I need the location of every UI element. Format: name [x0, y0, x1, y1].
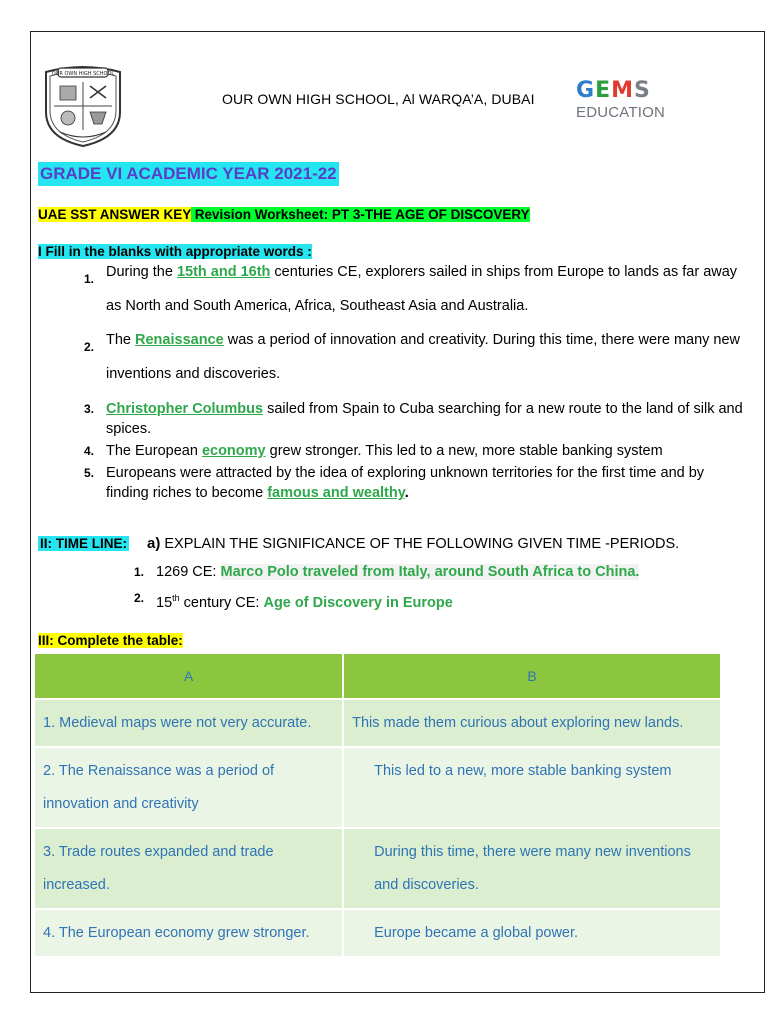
list-item: 2. The Renaissance was a period of innovation and creativity. During this time, there were many new inventions and discoveries.: [84, 332, 741, 382]
subject-line: [38, 206, 530, 224]
answer-key-label: UAE SST ANSWER KEY: [38, 207, 192, 222]
school-name: OUR OWN HIGH SCHOOL, Al WARQA’A, DUBAI: [222, 91, 535, 107]
list-item: 5. Europeans were attracted by the idea of exploring unknown territories for the first time and by finding riches to become famous and wealthy.: [84, 465, 705, 501]
complete-table: [33, 652, 722, 958]
table-row: [35, 748, 720, 827]
answer-blank: Renaissance: [135, 332, 224, 348]
school-crest-logo: [40, 62, 126, 148]
table-row: [35, 829, 720, 908]
table-cell: This made them curious about exploring new lands.: [344, 700, 720, 746]
table-cell: 4. The European economy grew stronger.: [35, 910, 342, 956]
table-cell: 2. The Renaissance was a period of innovation and creativity: [35, 748, 342, 827]
column-header-b: B: [344, 654, 720, 698]
list-item: 1. During the 15th and 16th centuries CE, explorers sailed in ships from Europe to lands as far away as North and South America, Africa, Southeast Asia and Australia.: [84, 264, 738, 314]
timeline-list: [134, 559, 639, 616]
timeline-answer: Age of Discovery in Europe: [263, 594, 453, 611]
part-label: a): [147, 535, 161, 552]
timeline-answer: Marco Polo traveled from Italy, around South Africa to China.: [220, 564, 640, 580]
table-row: [35, 910, 720, 956]
gems-sub-label: EDUCATION: [576, 104, 666, 121]
section-2-header: [38, 534, 738, 554]
section-3-title: III: Complete the table:: [38, 633, 183, 648]
table-row: [35, 700, 720, 746]
table-header-row: [35, 654, 720, 698]
list-item: 1. 1269 CE: Marco Polo traveled from Italy, around South Africa to China.: [134, 564, 640, 580]
list-item: 2. 15th century CE: Age of Discovery in Europe: [134, 591, 453, 611]
section-1-title: I Fill in the blanks with appropriate words :: [38, 244, 312, 259]
gems-education-logo: [576, 80, 665, 121]
answer-blank: 15th and 16th: [176, 264, 271, 280]
grade-title: GRADE VI ACADEMIC YEAR 2021-22: [38, 162, 339, 186]
table-cell: 3. Trade routes expanded and trade increased.: [35, 829, 342, 908]
list-item: 4. The European economy grew stronger. This led to a new, more stable banking system: [84, 443, 663, 459]
fill-blanks-list: [84, 262, 744, 503]
answer-blank: famous and wealthy: [267, 485, 405, 501]
crest-text: OUR OWN HIGH SCHOOL: [51, 71, 115, 77]
section-2-title: II: TIME LINE:: [40, 536, 127, 551]
table-cell: This led to a new, more stable banking system: [344, 748, 720, 827]
table-cell: 1. Medieval maps were not very accurate.: [35, 700, 342, 746]
worksheet-title: Revision Worksheet: PT 3-THE AGE OF DISCOVERY: [191, 207, 530, 222]
answer-blank: Christopher Columbus: [106, 401, 264, 417]
section-2-instruction: EXPLAIN THE SIGNIFICANCE OF THE FOLLOWING GIVEN TIME -PERIODS.: [160, 536, 680, 552]
answer-blank: economy: [201, 443, 266, 459]
list-item: 3. Christopher Columbus sailed from Spain to Cuba searching for a new route to the land of silk and spices.: [84, 401, 743, 437]
gems-wordmark: GEMS: [576, 78, 651, 103]
table-cell: During this time, there were many new inventions and discoveries.: [344, 829, 720, 908]
table-cell: Europe became a global power.: [344, 910, 720, 956]
column-header-a: A: [35, 654, 342, 698]
